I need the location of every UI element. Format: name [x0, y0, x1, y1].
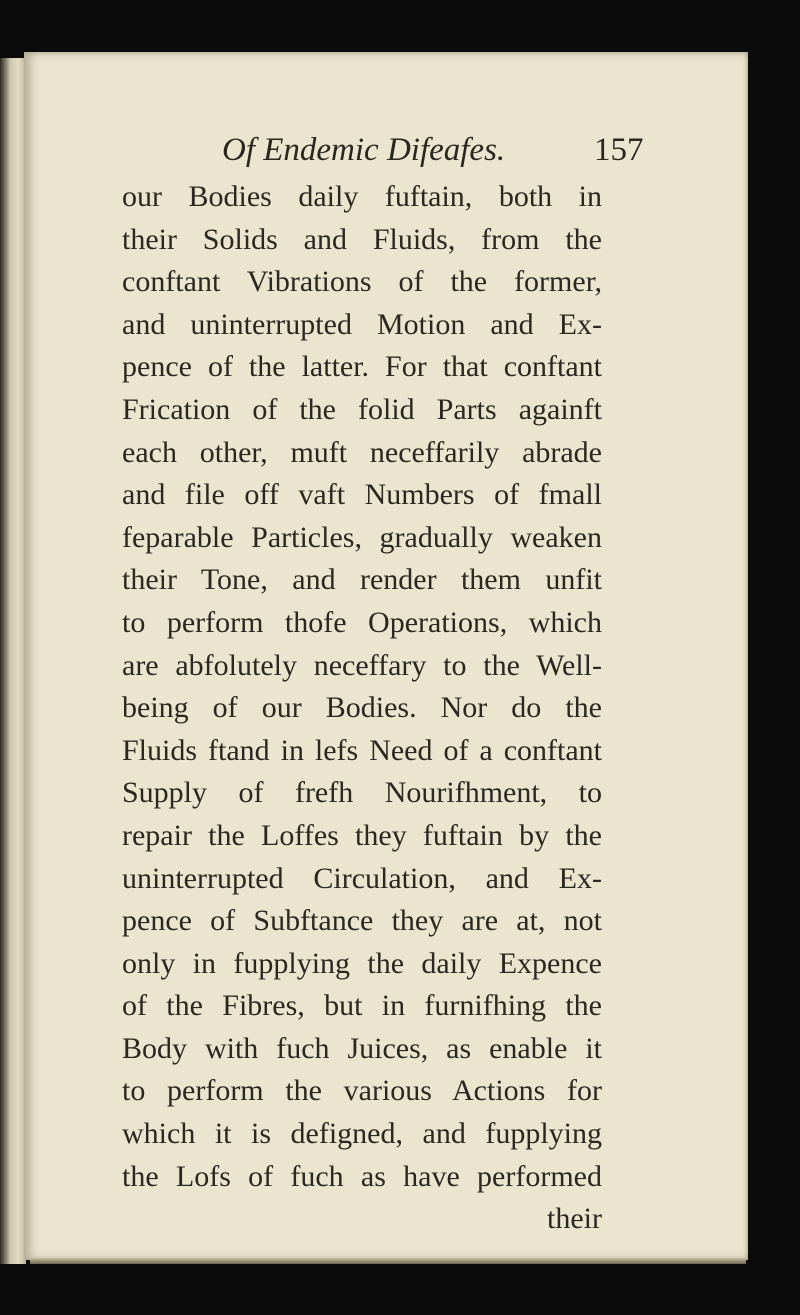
text-line: which it is defigned, and fupplying — [122, 1117, 602, 1151]
text-line: each other, muft neceffarily abrade — [122, 435, 602, 469]
text-line: the Lofs of fuch as have performed — [122, 1159, 602, 1193]
left-page-edge — [0, 58, 26, 1264]
text-line: and uninterrupted Motion and Ex- — [122, 307, 602, 341]
text-line: Frication of the folid Parts againft — [122, 392, 602, 426]
text-line: feparable Particles, gradually weaken — [122, 520, 602, 554]
text-line: Supply of frefh Nourifhment, to — [122, 776, 602, 810]
text-line: pence of Subftance they are at, not — [122, 904, 602, 938]
page-number: 157 — [594, 132, 644, 168]
text-line: their Tone, and render them unfit — [122, 563, 602, 597]
text-line: their Solids and Fluids, from the — [122, 222, 602, 256]
body-text — [122, 176, 602, 1241]
text-line: are abfolutely neceffary to the Well- — [122, 648, 602, 682]
text-line: uninterrupted Circulation, and Ex- — [122, 861, 602, 895]
catchword: their — [547, 1202, 602, 1236]
text-line: conftant Vibrations of the former, — [122, 265, 602, 299]
text-line: pence of the latter. For that conftant — [122, 350, 602, 384]
text-line: of the Fibres, but in furnifhing the — [122, 989, 602, 1023]
page-bottom-edge — [30, 1258, 746, 1264]
text-line: being of our Bodies. Nor do the — [122, 691, 602, 725]
text-line: Body with fuch Juices, as enable it — [122, 1031, 602, 1065]
text-line: and file off vaft Numbers of fmall — [122, 478, 602, 512]
text-line: repair the Loffes they fuftain by the — [122, 818, 602, 852]
text-line: our Bodies daily fuftain, both in — [122, 180, 602, 213]
text-line: to perform thofe Operations, which — [122, 605, 602, 639]
text-line: Fluids ftand in lefs Need of a conftant — [122, 733, 602, 767]
text-line: only in fupplying the daily Expence — [122, 946, 602, 980]
text-line: to perform the various Actions for — [122, 1074, 602, 1108]
running-title: Of Endemic Difeafes. — [222, 132, 506, 168]
